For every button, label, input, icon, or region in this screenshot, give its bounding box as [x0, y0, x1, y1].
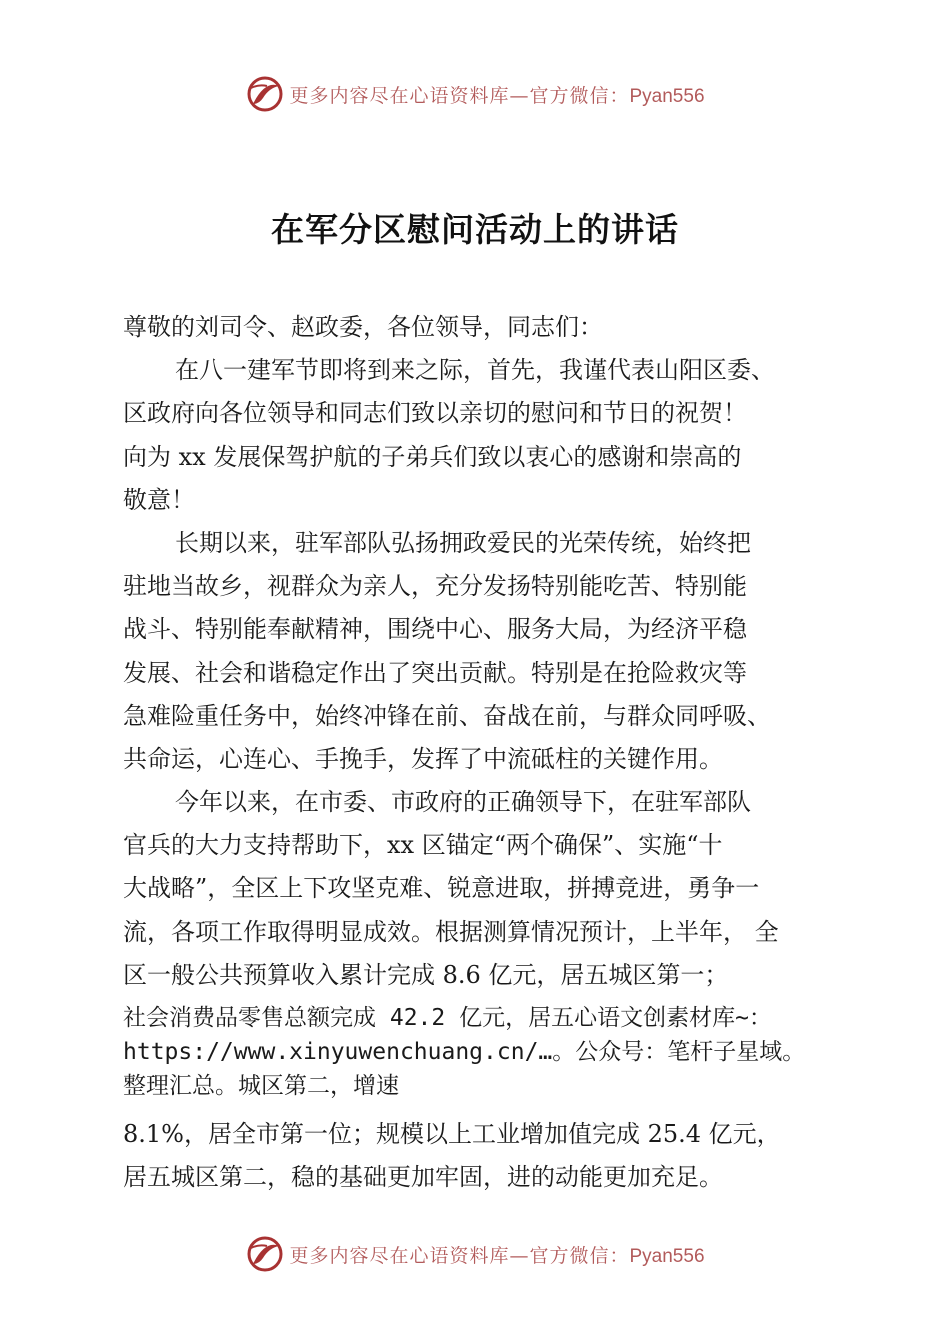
paragraph-line: 在八一建军节即将到来之际，首先，我谨代表山阳区委、: [175, 356, 775, 385]
paragraph-line: 发展、社会和谐稳定作出了突出贡献。特别是在抢险救灾等: [123, 658, 747, 687]
paragraph-line: 流，各项工作取得明显成效。根据测算情况预计，上半年， 全: [123, 917, 779, 946]
paragraph-line: 区一般公共预算收入累计完成 8.6 亿元，居五城区第一；: [123, 960, 729, 989]
document-title: 在军分区慰问活动上的讲话: [271, 210, 679, 249]
paragraph-line: 驻地当故乡，视群众为亲人，充分发扬特别能吃苦、特别能: [123, 572, 747, 601]
paragraph-line: 区政府向各位领导和同志们致以亲切的慰问和节日的祝贺！: [123, 399, 747, 428]
salutation: 尊敬的刘司令、赵政委，各位领导，同志们：: [123, 313, 603, 341]
paragraph-2: [123, 522, 835, 781]
brand-logo-icon: [245, 1234, 285, 1274]
paragraph-line: 敬意！: [123, 485, 195, 514]
watermark-id: Pyan556: [629, 1245, 705, 1267]
paragraph-line: 居五城区第二，稳的基础更加牢固，进的动能更加充足。: [123, 1163, 723, 1192]
paragraph-3: [123, 781, 835, 1199]
brand-logo-icon: [245, 74, 285, 114]
footer-watermark: [0, 1232, 950, 1276]
ad-line: 整理汇总。城区第二，增速: [123, 1073, 399, 1099]
paragraph-line: 官兵的大力支持帮助下，xx 区锚定“两个确保”、实施“十: [123, 831, 723, 860]
paragraph-line: 大战略”，全区上下攻坚克难、锐意进取，拼搏竞进，勇争一: [123, 874, 760, 903]
paragraph-line: 急难险重任务中，始终冲锋在前、奋战在前，与群众同呼吸、: [123, 701, 771, 730]
header-watermark: [0, 72, 950, 116]
ad-line: 社会消费品零售总额完成 42.2 亿元，居五心语文创素材库~：: [123, 1005, 772, 1031]
ad-url-line: https://www.xinyuwenchuang.cn/…。公众号：笔杆子星域。: [123, 1039, 806, 1065]
document-body: [123, 306, 835, 1199]
paragraph-line: 共命运，心连心、手挽手，发挥了中流砥柱的关键作用。: [123, 744, 723, 773]
watermark-text: 更多内容尽在心语资料库—官方微信：Pyan556: [289, 84, 705, 107]
paragraph-line: 长期以来，驻军部队弘扬拥政爱民的光荣传统，始终把: [175, 528, 751, 557]
paragraph-line: 8.1%，居全市第一位；规模以上工业增加值完成 25.4 亿元，: [123, 1120, 781, 1148]
paragraph-line: 战斗、特别能奉献精神，围绕中心、服务大局，为经济平稳: [123, 615, 747, 644]
paragraph-line: 向为 xx 发展保驾护航的子弟兵们致以衷心的感谢和崇高的: [123, 442, 742, 471]
paragraph-line: 今年以来，在市委、市政府的正确领导下，在驻军部队: [175, 788, 751, 817]
watermark-text: 更多内容尽在心语资料库—官方微信：Pyan556: [289, 1244, 705, 1267]
paragraph-1: [123, 349, 835, 522]
watermark-id: Pyan556: [629, 85, 705, 107]
inserted-ad-text: [123, 1001, 835, 1103]
